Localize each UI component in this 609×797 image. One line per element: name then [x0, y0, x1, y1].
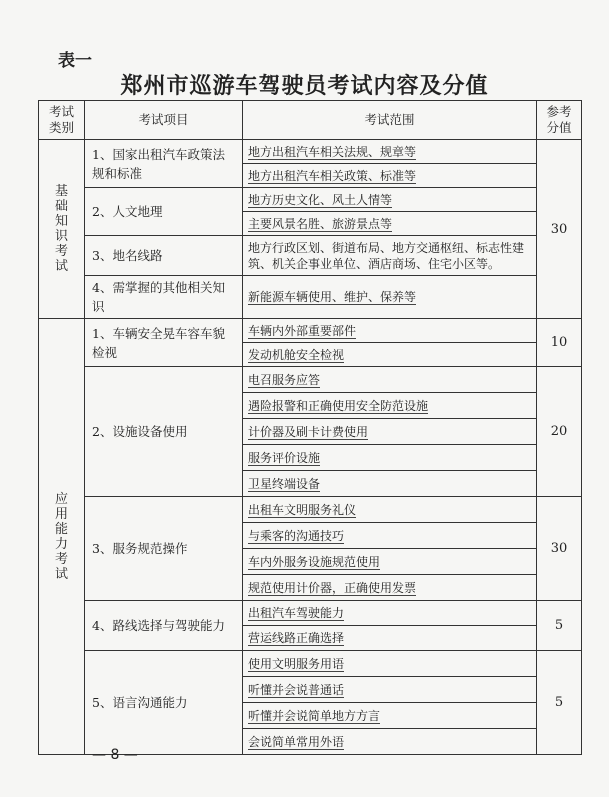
category-basic: 基础知识考试 [39, 140, 85, 319]
scope-cell: 地方历史文化、风土人情等 [243, 188, 537, 212]
scope-cell: 规范使用计价器，正确使用发票 [243, 575, 537, 601]
table-row [39, 497, 582, 523]
score-vehicle-inspection: 10 [537, 319, 582, 367]
item-policy-laws: 1、国家出租汽车政策法规和标准 [85, 140, 243, 188]
table-row [39, 651, 582, 677]
item-route-driving: 4、路线选择与驾驶能力 [85, 601, 243, 651]
scope-cell: 地方出租汽车相关政策、标准等 [243, 164, 537, 188]
scope-cell: 电召服务应答 [243, 367, 537, 393]
score-service-norms: 30 [537, 497, 582, 601]
score-basic: 30 [537, 140, 582, 319]
header-item: 考试项目 [85, 101, 243, 140]
scope-cell: 出租汽车驾驶能力 [243, 601, 537, 626]
score-language: 5 [537, 651, 582, 755]
item-other-knowledge: 4、需掌握的其他相关知识 [85, 276, 243, 319]
score-route-driving: 5 [537, 601, 582, 651]
table-row [39, 188, 582, 212]
score-equipment-use: 20 [537, 367, 582, 497]
scope-cell: 主要风景名胜、旅游景点等 [243, 212, 537, 236]
header-category: 考试 类别 [39, 101, 85, 140]
scope-cell: 使用文明服务用语 [243, 651, 537, 677]
scope-cell: 出租车文明服务礼仪 [243, 497, 537, 523]
exam-content-table [38, 100, 582, 755]
item-vehicle-inspection: 1、车辆安全晃车容车貌检视 [85, 319, 243, 367]
scope-cell: 听懂并会说普通话 [243, 677, 537, 703]
page-number: — 8 — [92, 747, 138, 763]
table-row [39, 601, 582, 626]
scope-cell: 听懂并会说简单地方方言 [243, 703, 537, 729]
scope-cell: 新能源车辆使用、维护、保养等 [243, 276, 537, 319]
category-applied: 应用能力考试 [39, 319, 85, 755]
scope-cell: 会说简单常用外语 [243, 729, 537, 755]
item-geography: 2、人文地理 [85, 188, 243, 236]
table-label: 表一 [58, 51, 92, 71]
scope-cell: 发动机舱安全检视 [243, 343, 537, 367]
scope-cell: 遇险报警和正确使用安全防范设施 [243, 393, 537, 419]
scope-cell: 服务评价设施 [243, 445, 537, 471]
item-service-norms: 3、服务规范操作 [85, 497, 243, 601]
table-row [39, 236, 582, 276]
header-score: 参考 分值 [537, 101, 582, 140]
item-language: 5、语言沟通能力 [85, 651, 243, 755]
header-scope: 考试范围 [243, 101, 537, 140]
scope-cell: 卫星终端设备 [243, 471, 537, 497]
table-row [39, 140, 582, 164]
item-place-routes: 3、地名线路 [85, 236, 243, 276]
scope-cell: 营运线路正确选择 [243, 626, 537, 651]
scope-cell: 与乘客的沟通技巧 [243, 523, 537, 549]
table-row [39, 276, 582, 319]
table-row [39, 367, 582, 393]
scope-cell: 地方出租汽车相关法规、规章等 [243, 140, 537, 164]
table-row [39, 319, 582, 343]
scope-cell: 计价器及刷卡计费使用 [243, 419, 537, 445]
scope-cell: 车辆内外部重要部件 [243, 319, 537, 343]
scope-cell: 地方行政区划、街道布局、地方交通枢纽、标志性建筑、机关企事业单位、酒店商场、住宅小区等。 [243, 236, 537, 276]
scope-cell: 车内外服务设施规范使用 [243, 549, 537, 575]
table-header-row [39, 101, 582, 140]
document-title: 郑州市巡游车驾驶员考试内容及分值 [120, 74, 489, 99]
item-equipment-use: 2、设施设备使用 [85, 367, 243, 497]
